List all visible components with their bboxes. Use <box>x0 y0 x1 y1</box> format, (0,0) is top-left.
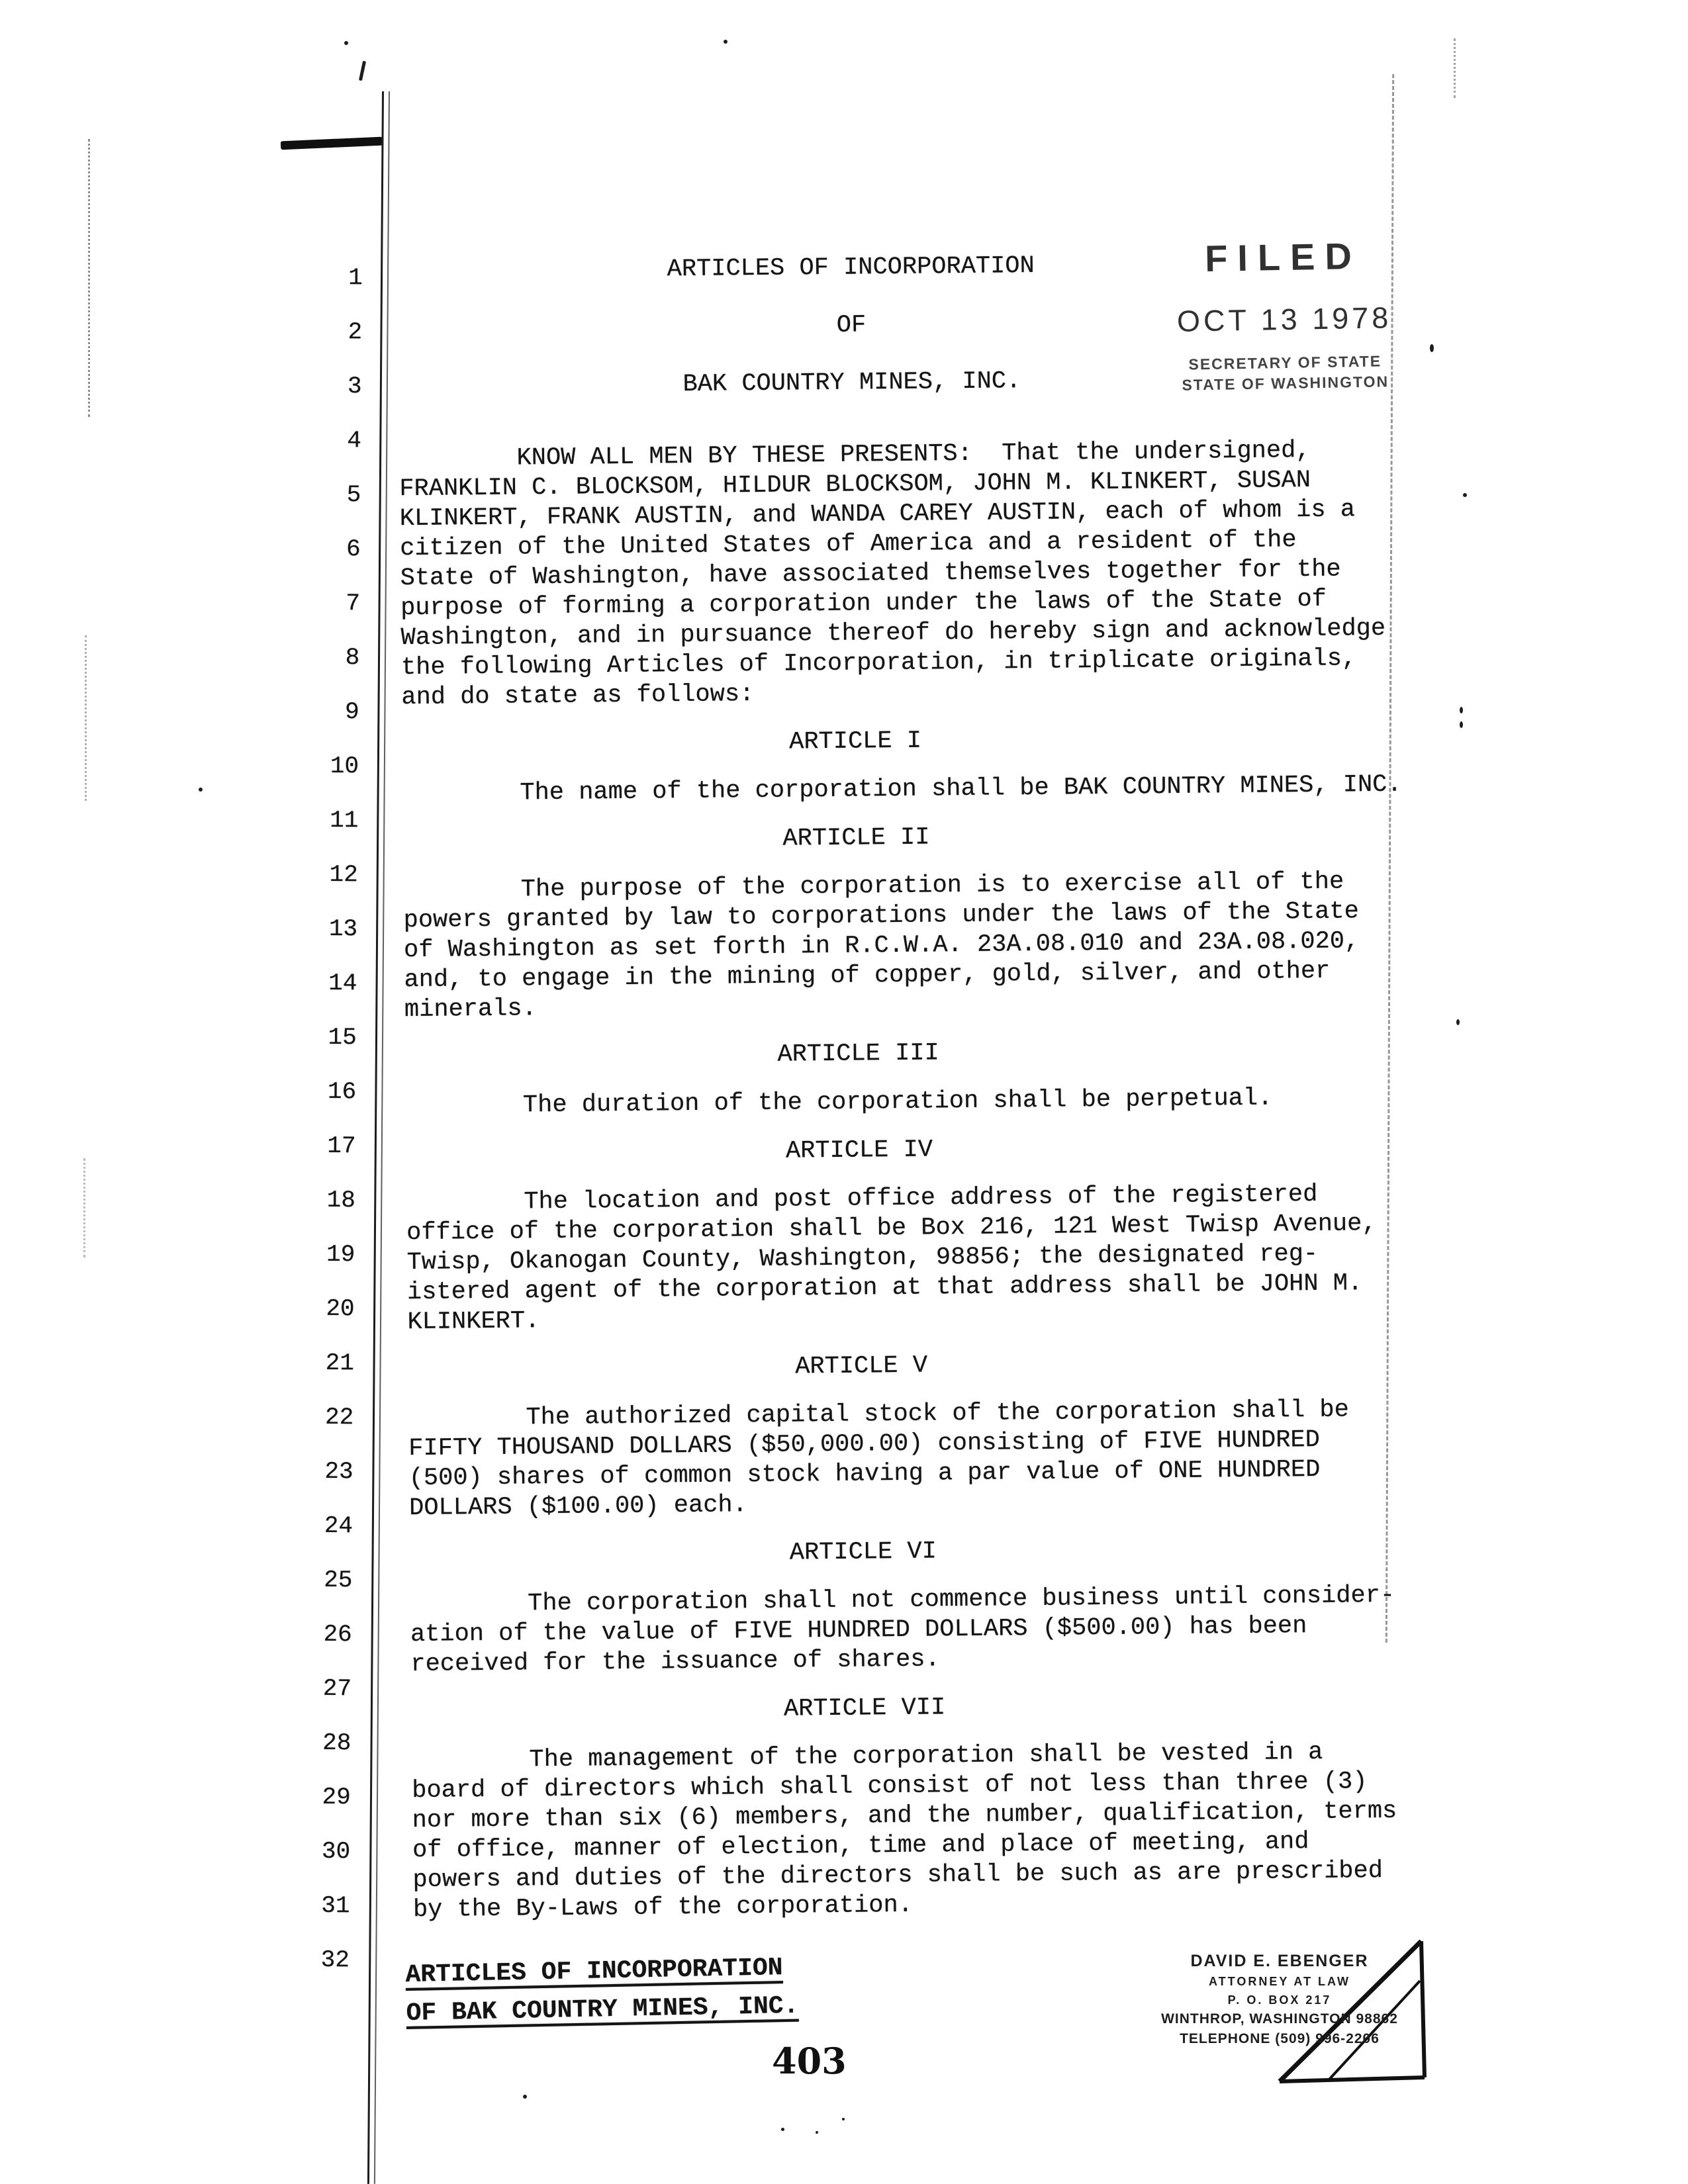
filed-stamp-word: FILED <box>1204 234 1362 280</box>
attorney-box: P. O. BOX 217 <box>1227 1993 1332 2007</box>
line-number: 6 <box>346 535 361 563</box>
scan-speck <box>781 2128 784 2131</box>
attorney-phone: TELEPHONE (509) 996-2206 <box>1180 2031 1380 2046</box>
article-i-paragraph: The name of the corporation shall be BAK COUNTRY MINES, INC. <box>402 770 1402 809</box>
scan-speck <box>842 2118 845 2120</box>
attorney-name: DAVID E. EBENGER <box>1190 1952 1369 1970</box>
article-vii-paragraph: The management of the corporation shall be vested in a board of directors which shall consist of not less than three (3) nor more than six (6) members, and the number, qualification, terms of office, manner of election, time and place of meeting, and powers and duties of the directors shall be such as are prescribed by the By-Laws of the corporation. <box>411 1738 1397 1925</box>
attorney-address-block <box>1144 1950 1415 2049</box>
line-number: 25 <box>324 1566 353 1594</box>
line-number: 31 <box>321 1891 350 1920</box>
filed-stamp-office-line1: SECRETARY OF STATE <box>1188 352 1382 373</box>
article-i-heading: ARTICLE I <box>788 727 922 756</box>
document-title-line2: OF <box>836 311 867 340</box>
scan-speck <box>1463 493 1467 497</box>
line-number: 20 <box>326 1295 355 1323</box>
line-number: 12 <box>329 860 358 889</box>
line-number: 21 <box>325 1349 355 1377</box>
article-vi-heading: ARTICLE VI <box>789 1537 937 1567</box>
scan-speck <box>85 635 87 801</box>
article-iii-paragraph: The duration of the corporation shall be perpetual. <box>405 1084 1273 1121</box>
line-number: 8 <box>345 644 360 672</box>
line-number: 9 <box>344 698 359 726</box>
line-number: 14 <box>328 969 357 997</box>
line-number: 18 <box>326 1186 356 1214</box>
line-number: 22 <box>324 1403 354 1432</box>
line-number: 7 <box>346 590 361 617</box>
line-number: 23 <box>324 1457 353 1486</box>
line-number: 28 <box>322 1729 352 1757</box>
line-number: 27 <box>322 1674 352 1703</box>
article-vi-paragraph: The corporation shall not commence business until consider- ation of the value of FIVE HUNDRED DOLLARS ($500.00) has been received for the issuance of shares. <box>410 1581 1395 1679</box>
article-iv-heading: ARTICLE IV <box>785 1136 933 1165</box>
article-v-paragraph: The authorized capital stock of the corporation shall be FIFTY THOUSAND DOLLARS ($50,000.00) consisting of FIVE HUNDRED (500) shares of common stock having a par value of ONE HUNDRED DOLLARS ($100.00) each. <box>408 1396 1350 1523</box>
scan-speck <box>1430 344 1434 352</box>
scan-speck <box>344 41 348 45</box>
scan-speck <box>1460 707 1463 713</box>
scan-speck <box>88 139 90 417</box>
line-number: 3 <box>347 373 362 400</box>
line-number: 1 <box>348 264 363 292</box>
line-number: 2 <box>348 318 363 346</box>
record-page-number: 403 <box>772 2040 847 2082</box>
filed-stamp-office-line2: STATE OF WASHINGTON <box>1182 373 1389 394</box>
scan-speck <box>724 40 727 44</box>
preamble-paragraph: KNOW ALL MEN BY THESE PRESENTS: That the undersigned, FRANKLIN C. BLOCKSOM, HILDUR BLOCKSOM, JOHN M. KLINKERT, SUSAN KLINKERT, FRANK AUSTIN, and WANDA CAREY AUSTIN, each of whom is a citizen of the United States of America and a resident of the State of Washington, have associated themselves together for the purpose of forming a corporation under the laws of the State of Washington, and in pursuance thereof do hereby sign and acknowledge the following Articles of Incorporation, in triplicate originals, and do state as follows: <box>399 436 1386 712</box>
line-number: 24 <box>324 1512 353 1540</box>
line-number: 16 <box>327 1077 357 1106</box>
scan-speck <box>83 1158 85 1257</box>
line-number: 4 <box>347 427 362 455</box>
scan-speck <box>1460 721 1463 728</box>
scan-speck <box>359 61 366 81</box>
scan-speck <box>1456 1019 1460 1025</box>
article-vii-heading: ARTICLE VII <box>783 1694 946 1723</box>
pleading-line-numbers <box>296 265 363 2002</box>
scan-speck <box>816 2131 818 2134</box>
attorney-city: WINTHROP, WASHINGTON 98862 <box>1161 2011 1398 2026</box>
footer-document-label <box>405 1949 799 2033</box>
line-number: 15 <box>328 1023 357 1052</box>
article-ii-paragraph: The purpose of the corporation is to exercise all of the powers granted by law to corporations under the laws of the State of Washington as set forth in R.C.W.A. 23A.08.010 and 23A.08.020, and, to engage in the mining of copper, gold, silver, and other minerals. <box>403 868 1360 1024</box>
line-number: 10 <box>330 752 359 780</box>
footer-label-line1: ARTICLES OF INCORPORATION <box>405 1954 783 1989</box>
line-number: 32 <box>320 1946 350 1974</box>
line-number: 26 <box>323 1620 352 1649</box>
filed-stamp-date: OCT 13 1978 <box>1176 300 1392 338</box>
line-number: 29 <box>322 1783 351 1811</box>
article-iii-heading: ARTICLE III <box>777 1039 939 1069</box>
line-number: 5 <box>346 481 361 509</box>
article-ii-heading: ARTICLE II <box>782 823 930 853</box>
line-number: 30 <box>321 1837 351 1866</box>
attorney-title: ATTORNEY AT LAW <box>1209 1975 1350 1988</box>
document-title-line3: BAK COUNTRY MINES, INC. <box>682 367 1021 399</box>
scan-speck <box>1454 38 1456 98</box>
article-iv-paragraph: The location and post office address of the registered office of the corporation shall be Box 216, 121 West Twisp Avenue, Twisp, Okanogan County, Washington, 98856; the designated reg- istered agent of the corporation at that address shall be JOHN M. KLINKERT. <box>406 1180 1377 1337</box>
line-number: 19 <box>326 1240 355 1269</box>
line-number: 13 <box>328 915 358 943</box>
footer-label-line2: OF BAK COUNTRY MINES, INC. <box>406 1991 799 2028</box>
line-number: 11 <box>330 806 359 835</box>
scan-speck <box>199 788 203 792</box>
scan-artifact-bar <box>281 137 383 150</box>
scan-speck <box>523 2095 527 2099</box>
document-title-line1: ARTICLES OF INCORPORATION <box>667 251 1035 284</box>
article-v-heading: ARTICLE V <box>795 1351 928 1381</box>
document-body <box>397 248 1406 1925</box>
line-number: 17 <box>327 1132 356 1160</box>
